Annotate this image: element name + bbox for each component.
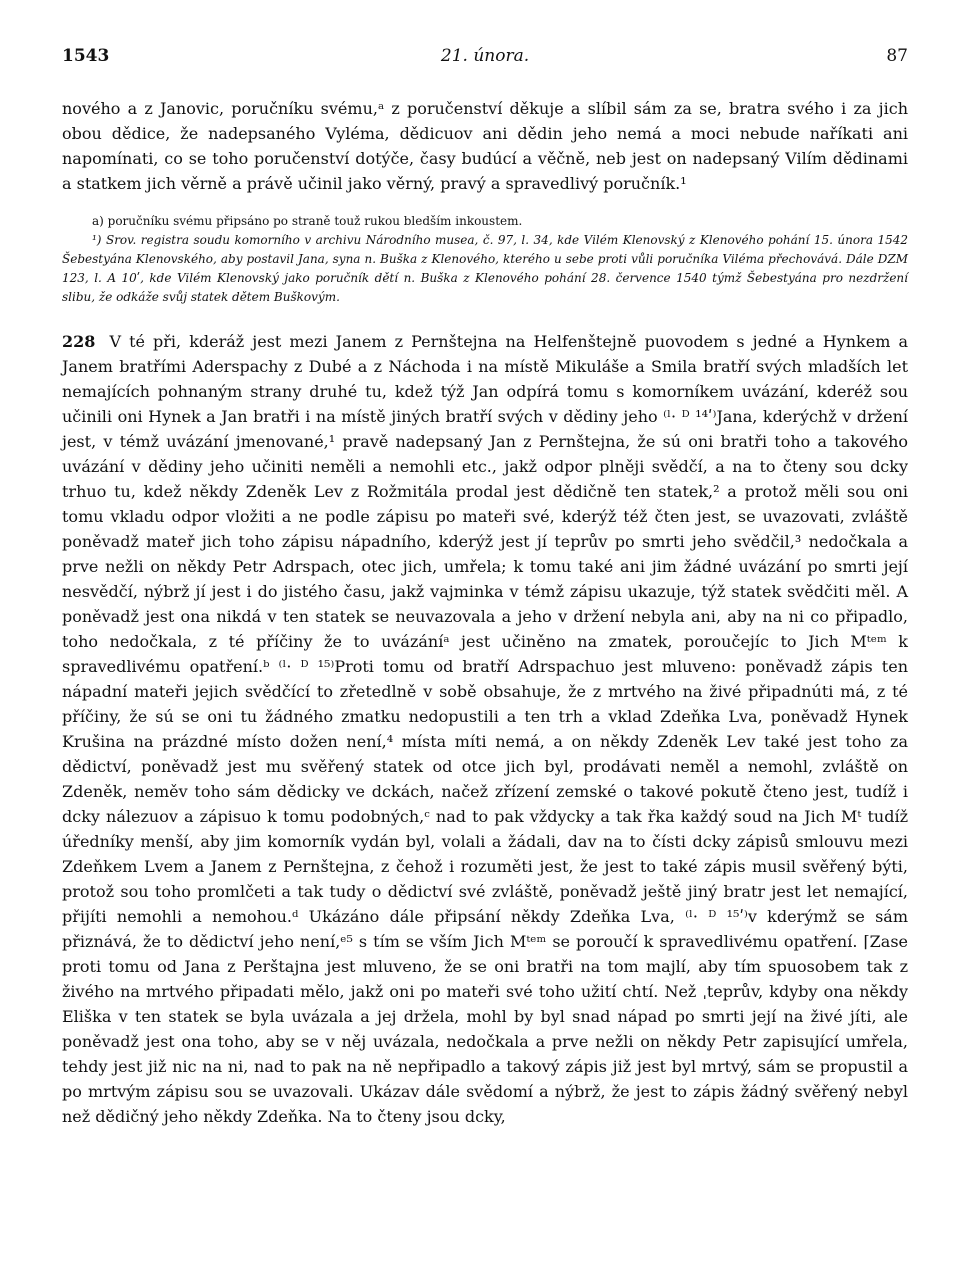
footnote-a: a) poručníku svému připsáno po straně touž rukou bledším inkoustem. <box>92 214 523 228</box>
entry-number: 228 <box>62 332 96 351</box>
header-year: 1543 <box>62 46 110 66</box>
document-page <box>62 40 908 1145</box>
continued-paragraph: nového a z Janovic, poručníku svému,ᵃ z poručenství děkuje a slíbil sám za se, bratra svého i za jich obou dědice, že nadepsaného Vyléma, dědicuov ani dědin jeho nemá a moci nebude naříkati ani napomínati, co se toho poručenství dotýče, časy budúcí a věčně, neb jest on nadepsaný Vilím dědinami a statkem jich věrně a právě učinil jako věrný, pravý a spravedlivý poručník.¹ <box>62 99 908 193</box>
header-title: 21. února. <box>440 46 530 66</box>
page-number: 87 <box>886 46 908 66</box>
running-header <box>62 40 908 70</box>
entry-text: V té při, kderáž jest mezi Janem z Pernštejna na Helfenštejně puovodem s jedné a Hynkem a Janem bratřími Aderspachy z Dubé a z Náchoda i na místě Mikuláše a Smila bratří svých mladších let nemajících pohnaným strany druhé tu, kdež týž Jan odpírá tomu s komorníkem uvázání, kderéž sou učinili oni Hynek a Jan bratři i na místě jiných bratří svých v dědiny jeho ⁽ˡ· ᴰ ¹⁴ʹ⁾Jana, kderýchž v držení jest, v témž uvázání jmenované,¹ pravě nadepsaný Jan z Pernštejna, že sú oni bratři toho a takového uvázání v dědiny jeho učiniti neměli a nemohli etc., jakž odpor plněji svědčí, a na to čteny sou dcky trhuo tu, kdež někdy Zdeněk Lev z Rožmitála prodal jest dědičně ten statek,² a protož měli sou oni tomu vkladu odpor vložiti a ne podle zápisu po mateři své, kderýž též čten jest, se uvazovati, zvláště poněvadž mateř jich toho zápisu nápadního, kderýž jest jí teprův po smrti jeho svědčil,³ nedočkala a prve nežli on někdy Petr Adrspach, otec jich, umřela; k tomu také ani jim žádné uvázání po smrti její nesvědčí, nýbrž jí jest i do jistého času, jakž vajminka v témž zápisu ukazuje, týž statek svědčiti měl. A poněvadž jest ona nikdá v ten statek se neuvazovala a jeho v držení nebyla ani, aby na ni co připadlo, toho nedočkala, z té příčiny že to uvázáníᵃ jest učiněno na zmatek, poroučejíc to Jich Mᵗᵉᵐ k spravedlivému opatření.ᵇ ⁽ˡ· ᴰ ¹⁵⁾Proti tomu od bratří Adrspachuo jest mluveno: poněvadž zápis ten nápadní mateři jejich svědčící to zřetedlně v sobě obsahuje, že z mrtvého na živé připadnúti má, z té příčiny, že sú se oni tu žádného zmatku nedopustili a ten trh a vklad Zdeňka Lva, poněvadž Hynek Krušina na prázdné místo dožen není,⁴ místa míti nemá, a on někdy Zdeněk Lev také jest toho za dědictví, poněvadž jest mu svěřený statek od otce jich byl, prodávati neměl a nemohl, zvláště on Zdeněk, neměv toho sám dědicky ve dckách, načež zřízení zemské o takové pokutě čteno jest, tudíž i dcky nálezuov a zápisuo k tomu podobných,ᶜ nad to pak vždycky a tak řka každý soud na Jich Mᵗ tudíž úředníky menší, aby jim komorník vydán byl, volali a žádali, dav na to čísti dcky zápisů smlouvu mezi Zdeňkem Lvem a Janem z Pernštejna, z čehož i rozuměti jest, že jest to také zápis musil svěřený býti, protož sou toho promlčeti a tak tudy o dědictví své zvláště, poněvadž ještě jiný bratr jest let nemající, přijíti nemohli a nemohou.ᵈ Ukázáno dále připsání někdy Zdeňka Lva, ⁽ˡ· ᴰ ¹⁵ʹ⁾v kderýmž se sám přiznává, že to dědictví jeho není,ᵉ⁵ s tím se vším Jich Mᵗᵉᵐ se poroučí k spravedlivému opatření. ⌈Zase proti tomu od Jana z Perštajna jest mluveno, že se oni bratři na tom majlí, aby tím spuosobem tak z živého na mrtvého připadati mělo, jakž oni po mateři své toho užití chtí. Než ˌteprův, kdyby ona někdy Eliška v ten statek se byla uvázala a jej držela, mohl by byl snad nápad po smrti její na živé jíti, ale poněvadž jest ona toho, aby se v něj uvázala, nedočkala a prve nežli on někdy Petr zapisující umřela, tehdy jest již nic na ni, nad to pak na ně nepřipadlo a takový zápis již jest byl mrtvý, sám se propustil a po mrtvým zápisu sou se uvazovali. Ukázav dále svědomí a nýbrž, že jest to zápis žádný svěřený nebyl než dědičný jeho někdy Zdeňka. Na to čteny jsou dcky, <box>62 332 908 1126</box>
entry-228 <box>62 329 908 1129</box>
footnote-1: ¹) Srov. registra soudu komorního v archivu Národního musea, č. 97, l. 34, kde Vilém Klenovský z Klenového pohání 15. února 1542 Šebestyána Klenovského, aby postavil Jana, syna n. Buška z Klenového, kterého u sebe proti vůli poručníka Viléma přechovává. Dále DZM 123, l. A 10ʹ, kde Vilém Klenovský jako poručník dětí n. Buška z Klenového pohání 28. července 1540 týmž Šebestyána pro nezdržení slibu, že odkáže svůj statek dětem Buškovým. <box>62 233 908 304</box>
